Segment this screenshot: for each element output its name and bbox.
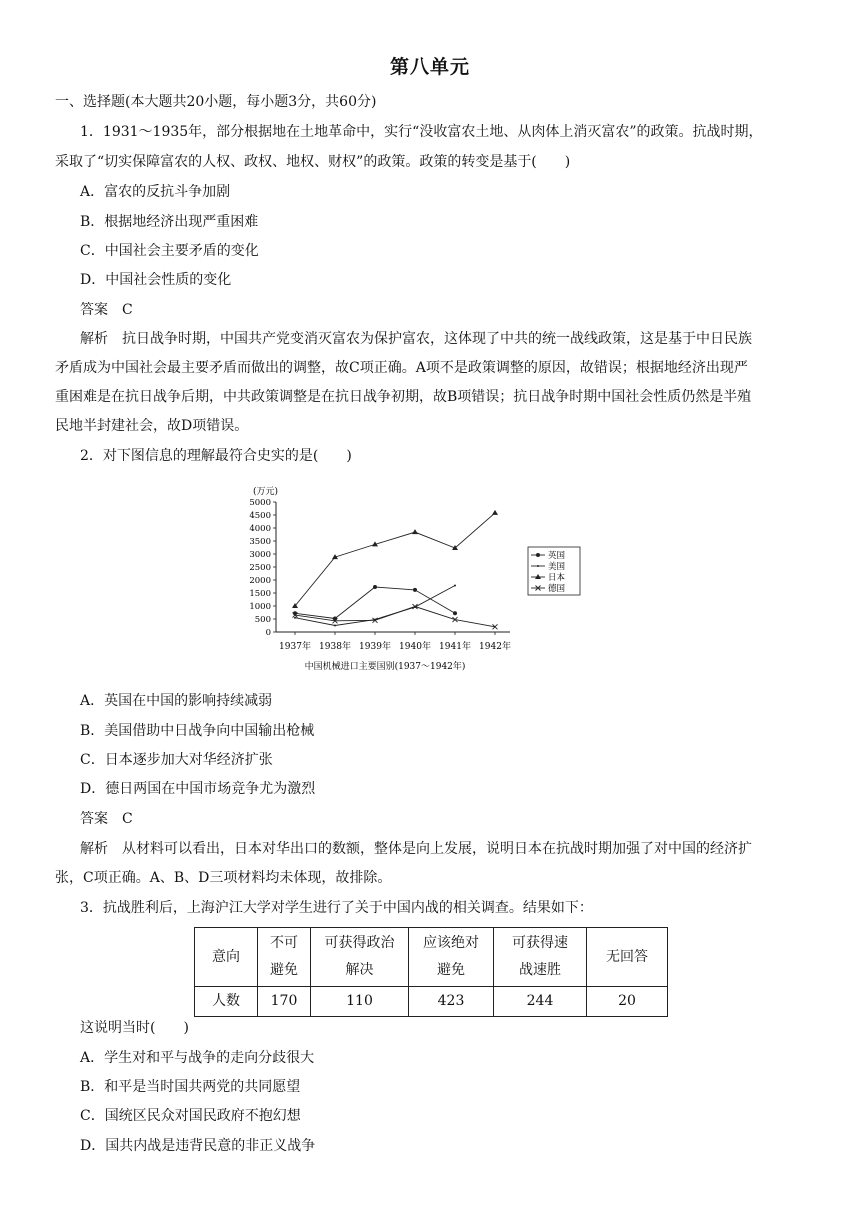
y-tick-label: 4500 xyxy=(249,511,271,521)
y-tick-label: 500 xyxy=(254,615,271,625)
y-tick-label: 1000 xyxy=(249,602,271,612)
q1-analysis-line1: 解析 抗日战争时期，中国共产党变消灭富农为保护富农，这体现了中共的统一战线政策，这是基于中日民族 xyxy=(80,331,752,347)
legend-label: 德国 xyxy=(548,584,566,594)
data-point xyxy=(373,585,377,589)
q1-option-c: C．中国社会主要矛盾的变化 xyxy=(80,243,259,259)
y-tick-label: 2000 xyxy=(249,576,271,586)
chart-title: 中国机械进口主要国别(1937～1942年) xyxy=(304,662,466,672)
series-line xyxy=(295,513,495,606)
table-cell: 423 xyxy=(409,987,494,1017)
table-cell: 110 xyxy=(311,987,409,1017)
q2-analysis-line1: 解析 从材料可以看出，日本对华出口的数额，整体是向上发展，说明日本在抗战时期加强了对中国的经济扩 xyxy=(80,841,752,857)
data-point xyxy=(454,584,456,586)
data-point xyxy=(537,565,539,567)
y-tick-label: 0 xyxy=(265,628,271,638)
q3-after-text: 这说明当时( ) xyxy=(80,1020,189,1036)
q1-stem-line1: 1．1931～1935年，部分根据地在土地革命中，实行“没收富农土地、从肉体上消灭富农”的政策。抗战时期， xyxy=(80,124,763,140)
q2-stem: 2．对下图信息的理解最符合史实的是( ) xyxy=(80,448,352,464)
q3-option-c: C．国统区民众对国民政府不抱幻想 xyxy=(80,1108,301,1124)
table-row-label: 人数 xyxy=(195,987,258,1017)
q1-analysis-line4: 民地半封建社会，故D项错误。 xyxy=(55,418,249,434)
table-header-cell: 可获得政治 解决 xyxy=(311,928,409,987)
data-point xyxy=(412,529,418,534)
legend-label: 英国 xyxy=(548,551,566,561)
machinery-import-chart xyxy=(235,482,585,674)
table-cell: 170 xyxy=(258,987,311,1017)
table-header-row xyxy=(195,928,668,987)
q1-option-a: A．富农的反抗斗争加剧 xyxy=(80,184,231,200)
table-row xyxy=(195,987,668,1017)
data-point xyxy=(294,617,296,619)
data-point xyxy=(453,611,457,615)
legend-label: 日本 xyxy=(548,573,566,583)
x-tick-label: 1940年 xyxy=(399,642,431,652)
table-header-cell: 不可 避免 xyxy=(258,928,311,987)
y-tick-label: 2500 xyxy=(249,563,271,573)
chart-ylabel: (万元) xyxy=(253,487,279,497)
q1-analysis-line2: 矛盾成为中国社会最主要矛盾而做出的调整，故C项正确。A项不是政策调整的原因，故错误；根据地经济出现严 xyxy=(55,360,748,376)
q1-analysis-line3: 重困难是在抗日战争后期，中共政策调整是在抗日战争初期，故B项错误；抗日战争时期中国社会性质仍然是半殖 xyxy=(55,389,752,405)
table-header-cell: 可获得速 战速胜 xyxy=(494,928,587,987)
table-cell: 244 xyxy=(494,987,587,1017)
survey-table xyxy=(194,927,668,1017)
q3-option-a: A．学生对和平与战争的走向分歧很大 xyxy=(80,1050,315,1066)
table-cell: 20 xyxy=(587,987,668,1017)
q2-option-a: A．英国在中国的影响持续减弱 xyxy=(80,693,273,709)
data-point xyxy=(492,510,498,515)
data-point xyxy=(413,588,417,592)
x-tick-label: 1939年 xyxy=(359,642,391,652)
q1-stem-line2: 采取了“切实保障富农的人权、政权、地权、财权”的政策。政策的转变是基于( ) xyxy=(55,154,571,170)
data-point xyxy=(536,553,540,557)
q2-answer: 答案 C xyxy=(80,811,133,827)
series-line xyxy=(295,587,455,618)
unit-title: 第八单元 xyxy=(389,56,470,78)
x-tick-label: 1942年 xyxy=(479,642,511,652)
q1-option-d: D．中国社会性质的变化 xyxy=(80,272,232,288)
table-header-cell: 应该绝对 避免 xyxy=(409,928,494,987)
table-header-cell: 意向 xyxy=(195,928,258,987)
q3-stem: 3．抗战胜利后，上海沪江大学对学生进行了关于中国内战的相关调查。结果如下： xyxy=(80,900,593,916)
data-point xyxy=(334,625,336,627)
y-tick-label: 3500 xyxy=(249,537,271,547)
y-tick-label: 3000 xyxy=(249,550,271,560)
y-tick-label: 1500 xyxy=(249,589,271,599)
section-heading: 一、选择题(本大题共20小题，每小题3分，共60分) xyxy=(55,94,377,110)
series-triangle xyxy=(292,510,498,608)
series-dot xyxy=(293,585,457,620)
q2-analysis-line2: 张，C项正确。A、B、D三项材料均未体现，故排除。 xyxy=(55,870,392,886)
y-tick-label: 5000 xyxy=(249,498,271,508)
legend-label: 美国 xyxy=(548,562,566,572)
q2-option-d: D．德日两国在中国市场竞争尤为激烈 xyxy=(80,781,316,797)
q1-option-b: B．根据地经济出现严重困难 xyxy=(80,214,259,230)
y-tick-label: 4000 xyxy=(249,524,271,534)
q2-option-b: B．美国借助中日战争向中国输出枪械 xyxy=(80,723,315,739)
q3-option-b: B．和平是当时国共两党的共同愿望 xyxy=(80,1079,301,1095)
x-tick-label: 1937年 xyxy=(279,642,311,652)
q2-option-c: C．日本逐步加大对华经济扩张 xyxy=(80,752,273,768)
x-tick-label: 1938年 xyxy=(319,642,351,652)
x-tick-label: 1941年 xyxy=(439,642,471,652)
table-header-cell: 无回答 xyxy=(587,928,668,987)
q3-option-d: D．国共内战是违背民意的非正义战争 xyxy=(80,1138,316,1154)
q1-answer: 答案 C xyxy=(80,302,133,318)
